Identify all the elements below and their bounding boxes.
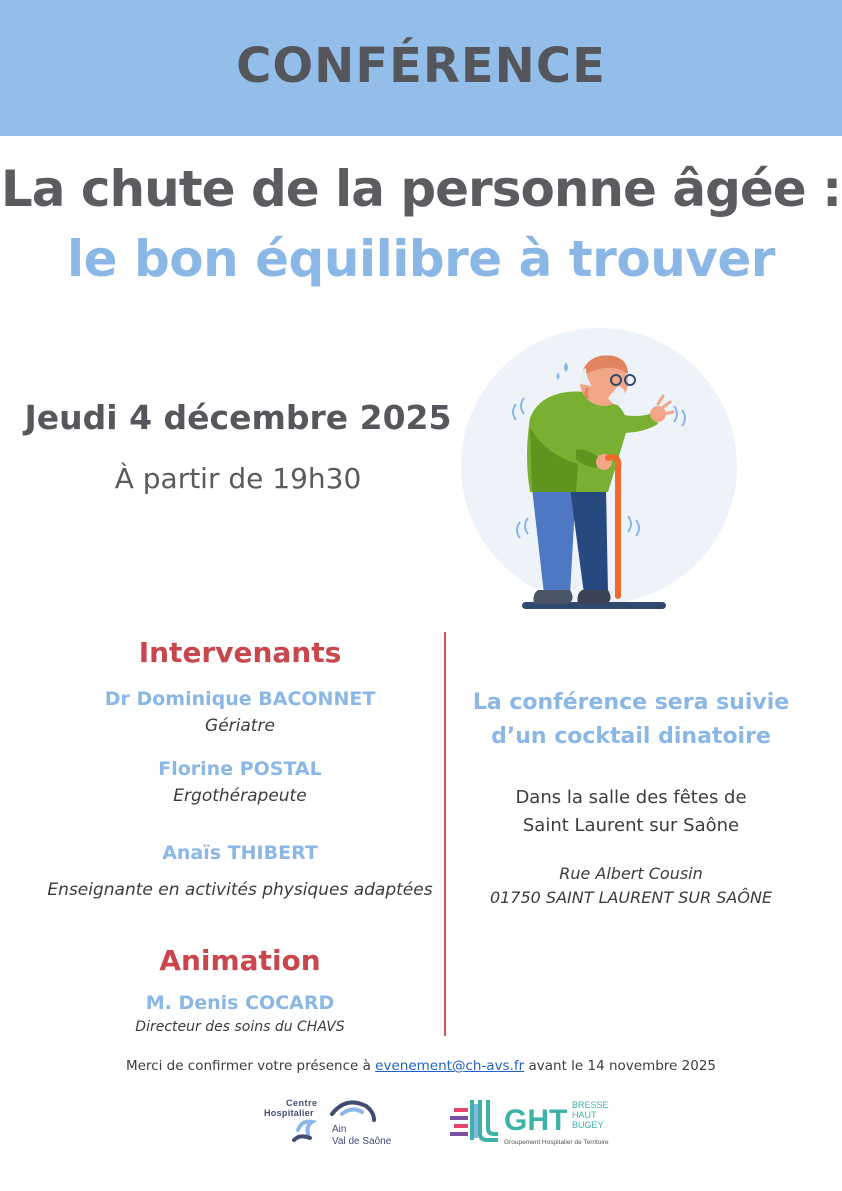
confirmation-email-link[interactable]: evenement@ch-avs.fr: [375, 1058, 525, 1074]
ght-logo: [448, 1094, 630, 1148]
speakers-section-title: Intervenants: [138, 636, 342, 669]
animator-name: M. Denis COCARD: [145, 992, 335, 1014]
chavs-logo-line3: Ain: [332, 1124, 347, 1135]
chavs-logo-line4: Val de Saône: [332, 1136, 392, 1147]
speaker-name: Florine POSTAL: [158, 758, 322, 780]
speaker-role: Ergothérapeute: [173, 786, 307, 806]
reception-column: [466, 686, 796, 907]
conference-title-line1: La chute de la personne âgée :: [0, 160, 842, 218]
banner-title: CONFÉRENCE: [236, 38, 606, 94]
confirmation-after: avant le 14 novembre 2025: [524, 1058, 717, 1074]
event-date: Jeudi 4 décembre 2025: [24, 398, 452, 437]
speaker-role: Gériatre: [205, 716, 275, 736]
venue: [466, 784, 796, 840]
venue-line2: Saint Laurent sur Saône: [522, 815, 740, 836]
chavs-logo-word2: Hospitalier: [264, 1108, 314, 1118]
chavs-logo: [262, 1094, 408, 1148]
event-time: À partir de 19h30: [114, 462, 362, 495]
address-line1: Rue Albert Cousin: [559, 864, 703, 883]
elderly-man-with-cane-illustration: [458, 328, 740, 614]
ght-logo-main: GHT: [504, 1104, 568, 1137]
cocktail-line1: La conférence sera suivie: [472, 690, 790, 715]
address-line2: 01750 SAINT LAURENT SUR SAÔNE: [489, 888, 773, 907]
cocktail-line2: d’un cocktail dinatoire: [491, 724, 771, 749]
speaker-role: Enseignante en activités physiques adaptées: [47, 880, 433, 900]
animation-section-title: Animation: [159, 944, 321, 977]
ght-logo-subtitle: Groupement Hospitalier de Territoire: [504, 1139, 609, 1146]
ght-logo-side1: BRESSE: [572, 1100, 609, 1110]
speaker-name: Anaïs THIBERT: [162, 842, 318, 864]
speaker-name: Dr Dominique BACONNET: [104, 688, 376, 710]
confirmation-text: [0, 1058, 842, 1074]
header-banner: [0, 0, 842, 136]
conference-title-line2: le bon équilibre à trouver: [67, 230, 775, 288]
confirmation-before: Merci de confirmer votre présence à: [125, 1058, 376, 1074]
address: [466, 862, 796, 910]
ght-logo-side3: BUGEY: [572, 1120, 604, 1130]
chavs-logo-word1: Centre: [286, 1098, 318, 1108]
venue-line1: Dans la salle des fêtes de: [515, 787, 747, 808]
ght-logo-side2: HAUT: [572, 1110, 597, 1120]
animator-role: Directeur des soins du CHAVS: [135, 1019, 345, 1035]
